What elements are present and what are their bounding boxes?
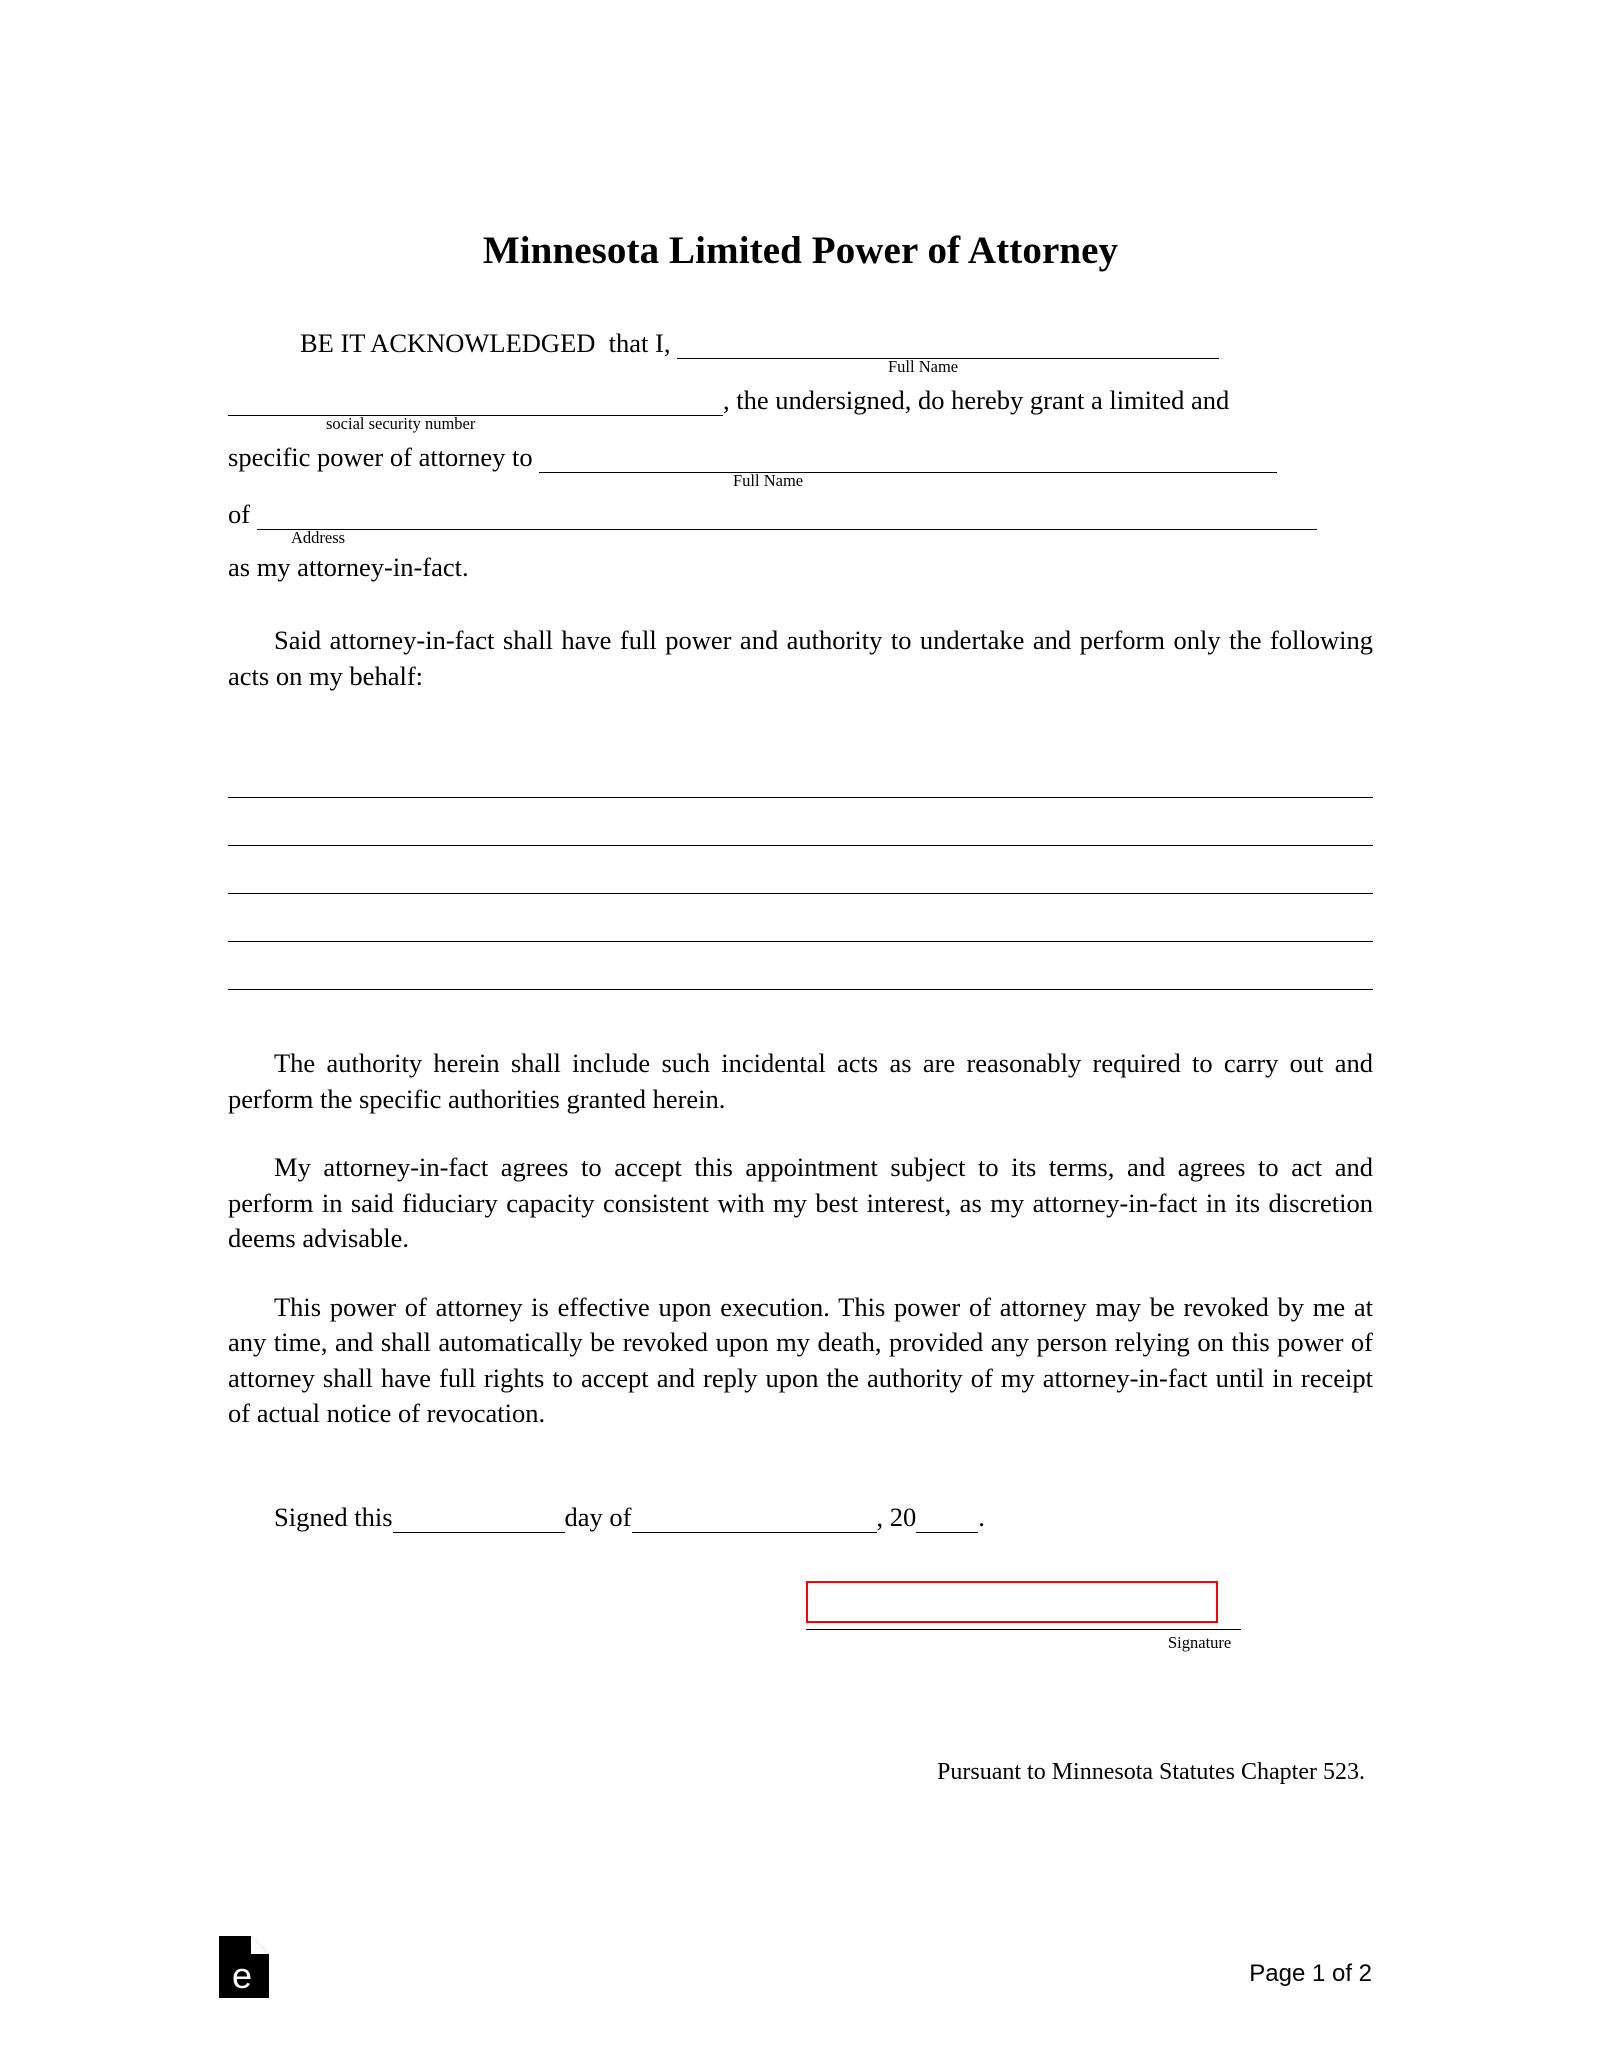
month-field[interactable] (632, 1507, 877, 1533)
full-name-field-1[interactable] (677, 333, 1219, 359)
ack-line-2 (228, 385, 1373, 433)
caption-full-name-1: Full Name (888, 357, 959, 376)
acts-line[interactable] (228, 846, 1373, 894)
caption-ssn: social security number (326, 414, 476, 433)
caption-full-name-2: Full Name (733, 471, 804, 490)
year-field[interactable] (916, 1507, 978, 1533)
acts-line[interactable] (228, 942, 1373, 990)
of-text: of (228, 499, 251, 529)
ack-line-1 (228, 328, 1373, 376)
period-label: . (978, 1501, 985, 1532)
ack-line-4 (228, 499, 1373, 547)
document-content (228, 0, 1373, 1786)
signature-area (228, 1581, 1373, 1681)
day-of-label: day of (564, 1501, 632, 1532)
caption-address: Address (291, 528, 346, 547)
paragraph-agrees-accept: My attorney-in-fact agrees to accept this appointment subject to its terms, and agrees to act and perform in said fiduciary capacity consistent with my best interest, as my attorney-in-fact in its discretion deems advisable. (228, 1152, 1373, 1253)
signature-input[interactable] (806, 1581, 1218, 1623)
ssn-field[interactable] (228, 390, 723, 416)
ack-label: BE IT ACKNOWLEDGED (300, 328, 596, 358)
acts-blank-lines (228, 750, 1373, 990)
signed-this-label: Signed this (274, 1501, 393, 1532)
day-field[interactable] (393, 1507, 565, 1533)
specific-power-text: specific power of attorney to (228, 442, 533, 472)
full-name-field-2[interactable] (539, 447, 1277, 473)
ack-line-5 (228, 552, 1373, 583)
signature-line (806, 1629, 1241, 1630)
page-number-label: Page 1 of 2 (1249, 1960, 1372, 1987)
eforms-logo-icon (215, 1934, 273, 2000)
paragraph-effective-upon: This power of attorney is effective upon execution. This power of attorney may be revoked by me at any time, and shall automatically be revoked upon my death, provided any person relying on this power of attorney shall have full rights to accept and reply upon the authority of my attorney-in-fact until in receipt of actual notice of revocation. (228, 1291, 1373, 1428)
caption-signature: Signature (1168, 1632, 1232, 1652)
that-i-label: that I, (608, 328, 671, 358)
pursuant-statute-text: Pursuant to Minnesota Statutes Chapter 523. (937, 1758, 1365, 1785)
address-field[interactable] (257, 504, 1317, 530)
acts-line[interactable] (228, 750, 1373, 798)
acknowledgement-block (228, 328, 1373, 583)
signed-date-row (228, 1502, 1373, 1533)
page-title: Minnesota Limited Power of Attorney (482, 229, 1119, 272)
undersigned-text: , the undersigned, do hereby grant a limited and (723, 385, 1230, 415)
acts-line[interactable] (228, 798, 1373, 846)
paragraph-said-attorney: Said attorney-in-fact shall have full power and authority to undertake and perform only the following acts on my behalf: (228, 625, 1373, 691)
ack-line-3 (228, 442, 1373, 490)
year-prefix-label: , 20 (876, 1501, 917, 1532)
paragraph-authority-herein: The authority herein shall include such incidental acts as are reasonably required to carry out and perform the specific authorities granted herein. (228, 1048, 1373, 1114)
as-my-attorney-text: as my attorney-in-fact. (228, 552, 469, 582)
acts-line[interactable] (228, 894, 1373, 942)
svg-text:e: e (232, 1955, 253, 1996)
